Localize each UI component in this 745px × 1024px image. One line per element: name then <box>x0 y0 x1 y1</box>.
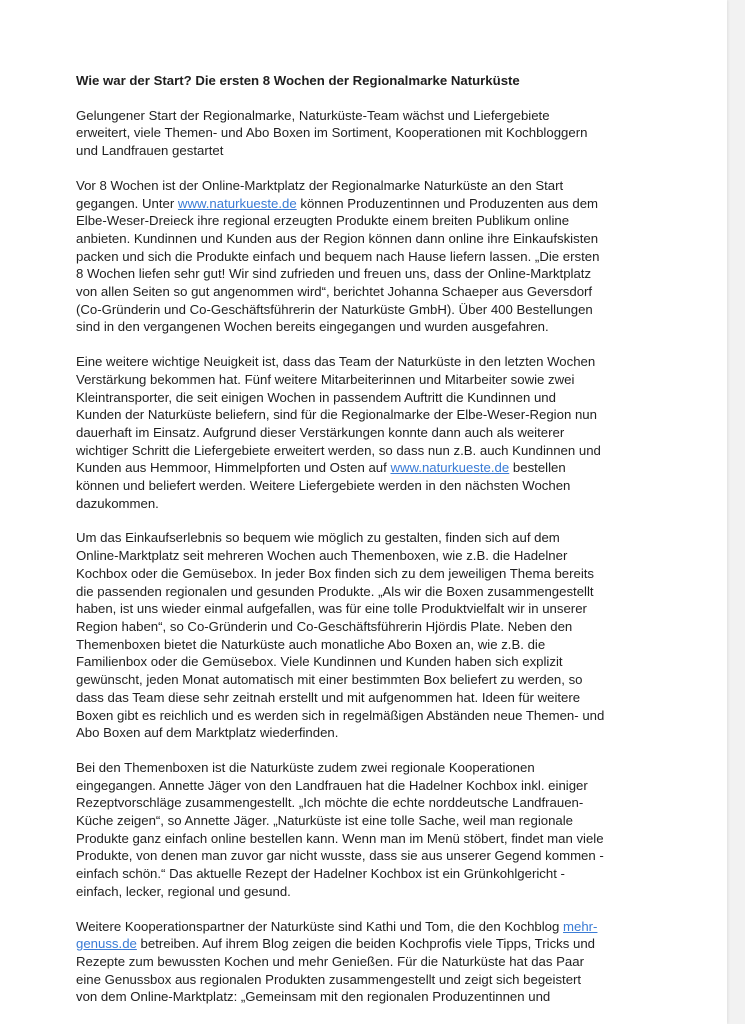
paragraph-4 <box>76 759 672 901</box>
text-line: Region haben“, so Co-Gründerin und Co-Geschäftsführerin Hjördis Plate. Neben den <box>76 618 573 634</box>
text-line: gewünscht, jeden Monat automatisch mit einer bestimmten Box beliefert zu werden, so <box>76 672 583 688</box>
text-line: dazukommen. <box>76 495 159 511</box>
text-line: die passenden regionalen und gesunden Produkte. „Als wir die Boxen zusammengestellt <box>76 583 594 599</box>
text-line: haben, ist uns wieder einmal aufgefallen, was für eine tolle Produktvielfalt wir in unserer <box>76 601 587 617</box>
text-line: Familienbox oder die Gemüsebox. Viele Kundinnen und Kunden haben sich explizit <box>76 654 563 670</box>
text-line: (Co-Gründerin und Co-Geschäftsführerin der Naturküste GmbH). Über 400 Bestellungen <box>76 301 593 317</box>
text-line: eine Genussbox aus regionalen Produkten zusammengestellt und zeigt sich begeistert <box>76 971 582 987</box>
naturkueste-link[interactable]: www.naturkueste.de <box>177 195 297 211</box>
text-segment: betreiben. Auf ihrem Blog zeigen die beiden Kochprofis viele Tipps, Tricks und <box>136 936 596 952</box>
text-line <box>76 918 672 936</box>
text-line: Boxen gibt es reichlich und es werden sich in regelmäßigen Abständen neue Themen- und <box>76 707 605 723</box>
text-line: Kunden der Naturküste beliefern, sind für die Regionalmarke der Elbe-Weser-Region nun <box>76 407 597 423</box>
text-line: eingegangen. Annette Jäger von den Landfrauen hat die Hadelner Kochbox inkl. einiger <box>76 777 588 793</box>
paragraph-1 <box>76 177 672 336</box>
document-title: Wie war der Start? Die ersten 8 Wochen der Regionalmarke Naturküste <box>76 73 520 88</box>
text-line: Küche zeigen“, so Annette Jäger. „Naturküste ist eine tolle Sache, weil man regionale <box>76 813 574 829</box>
text-line: packen und sich die Produkte einfach und bequem nach Hause liefern lassen. „Die ersten <box>76 248 600 264</box>
naturkueste-link[interactable]: www.naturkueste.de <box>390 460 510 476</box>
mehr-genuss-link[interactable]: genuss.de <box>76 936 137 952</box>
text-line: von allen Seiten so gut angenommen wird“, berichtet Johanna Schaeper aus Geversdorf <box>76 284 593 300</box>
text-line: Elbe-Weser-Dreieck ihre regional erzeugten Produkte einem breiten Publikum online <box>76 213 570 229</box>
text-line: dass das Team diese sehr zeitnah erstellt und mit aufgenommen hat. Ideen für weitere <box>76 689 581 705</box>
mehr-genuss-link[interactable]: mehr- <box>563 918 598 934</box>
text-line: Verstärkung bekommen hat. Fünf weitere Mitarbeiterinnen und Mitarbeiter sowie zwei <box>76 371 575 387</box>
text-line: Bei den Themenboxen ist die Naturküste zudem zwei regionale Kooperationen <box>76 759 535 775</box>
text-line: 8 Wochen liefen sehr gut! Wir sind zufrieden und freuen uns, dass der Online-Marktplatz <box>76 266 592 282</box>
text-line: Produkte ganz einfach online bestellen kann. Wenn man im Menü stöbert, findet man viele <box>76 830 604 846</box>
text-line: Rezepte zum bewussten Kochen und mehr Genießen. Für die Naturküste hat das Paar <box>76 953 584 969</box>
text-line <box>76 459 672 477</box>
text-line: Eine weitere wichtige Neuigkeit ist, dass das Team der Naturküste in den letzten Wochen <box>76 354 596 370</box>
text-segment: bestellen <box>509 460 566 476</box>
text-line: von dem Online-Marktplatz: „Gemeinsam mit den regionalen Produzentinnen und <box>76 989 551 1005</box>
text-line: Rezeptvorschläge zusammengestellt. „Ich möchte die echte norddeutsche Landfrauen- <box>76 795 584 811</box>
document-body <box>76 72 672 1023</box>
text-line: wichtiger Schritt die Liefergebiete erweitert werden, so dass nun z.B. auch Kundinnen und <box>76 442 601 458</box>
text-line: und Landfrauen gestartet <box>76 143 224 159</box>
text-line: Kleintransporter, die seit einigen Wochen in passendem Auftritt die Kundinnen und <box>76 389 556 405</box>
text-line: Abo Boxen auf dem Marktplatz wiederfinden. <box>76 725 339 741</box>
text-segment: gegangen. Unter <box>76 195 178 211</box>
text-line: Kochbox oder die Gemüsebox. In jeder Box finden sich zu dem jeweiligen Thema bereits <box>76 565 595 581</box>
text-line: dauerhaft im Einsatz. Aufgrund dieser Verstärkungen konnte dann auch als weiterer <box>76 424 565 440</box>
paragraph-5 <box>76 918 672 1007</box>
lead-paragraph <box>76 107 672 160</box>
paragraph-2 <box>76 353 672 512</box>
text-line <box>76 935 672 953</box>
text-line: Gelungener Start der Regionalmarke, Naturküste-Team wächst und Liefergebiete <box>76 107 550 123</box>
text-line: sind in den vergangenen Wochen bereits eingegangen und wurden ausgefahren. <box>76 319 549 335</box>
text-segment: können Produzentinnen und Produzenten aus dem <box>296 195 599 211</box>
text-line: einfach schön.“ Das aktuelle Rezept der Hadelner Kochbox ist ein Grünkohlgericht - <box>76 866 565 882</box>
text-line: Produkte, von denen man zuvor gar nicht wusste, dass sie aus unserer Gegend kommen - <box>76 848 604 864</box>
text-line: Um das Einkaufserlebnis so bequem wie möglich zu gestalten, finden sich auf dem <box>76 530 560 546</box>
text-line: anbieten. Kundinnen und Kunden aus der Region können dann online ihre Einkaufskisten <box>76 230 599 246</box>
text-line: Online-Marktplatz seit mehreren Wochen auch Themenboxen, wie z.B. die Hadelner <box>76 548 568 564</box>
text-segment: Kunden aus Hemmoor, Himmelpforten und Osten auf <box>76 460 391 476</box>
text-line: Vor 8 Wochen ist der Online-Marktplatz der Regionalmarke Naturküste an den Start <box>76 177 564 193</box>
text-line: Themenboxen bietet die Naturküste auch monatliche Abo Boxen an, wie z.B. die <box>76 636 546 652</box>
text-segment: Weitere Kooperationspartner der Naturküste sind Kathi und Tom, die den Kochblog <box>76 918 564 934</box>
paragraph-3 <box>76 529 672 741</box>
text-line: einfach, lecker, regional und gesund. <box>76 883 291 899</box>
text-line: können und beliefert werden. Weitere Liefergebiete werden in den nächsten Wochen <box>76 478 571 494</box>
text-line <box>76 195 672 213</box>
text-line: erweitert, viele Themen- und Abo Boxen im Sortiment, Kooperationen mit Kochbloggern <box>76 125 588 141</box>
